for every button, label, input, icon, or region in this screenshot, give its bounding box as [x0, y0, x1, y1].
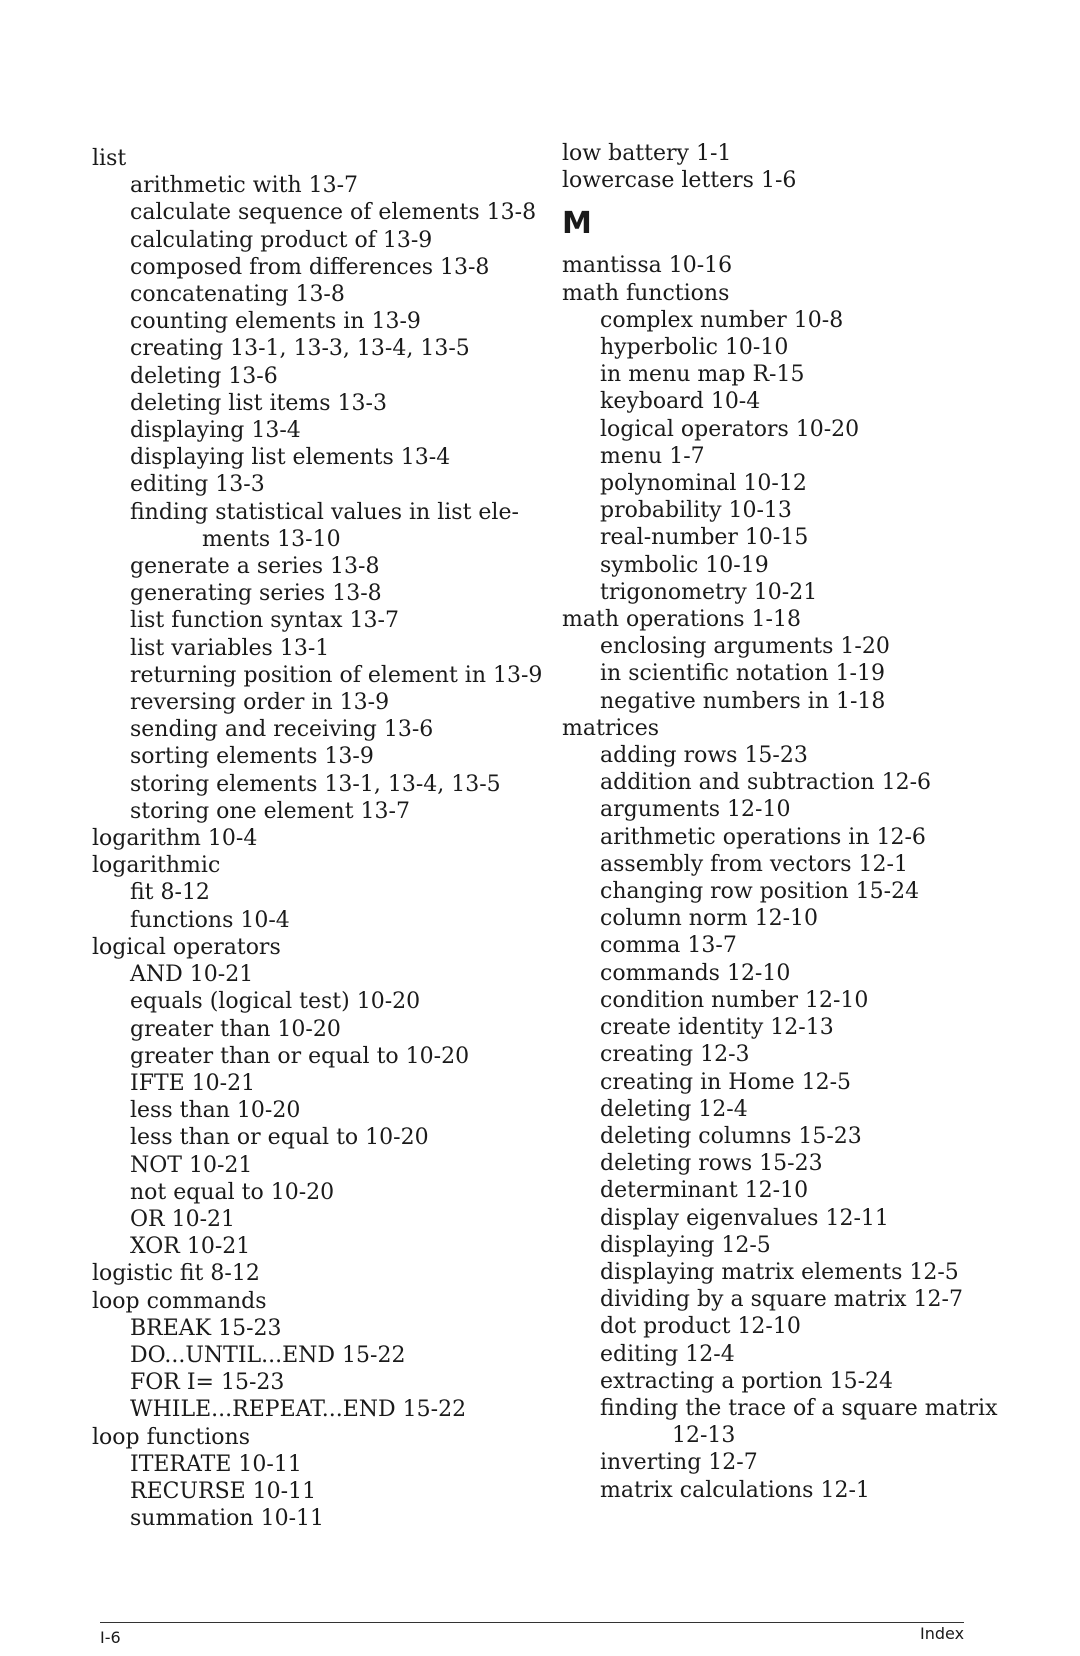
index-entry: mantissa 10-16 — [562, 253, 733, 279]
index-subentry: in scientific notation 1-19 — [600, 661, 885, 687]
index-subentry: FOR I= 15-23 — [130, 1370, 285, 1396]
index-entry: math operations 1-18 — [562, 607, 801, 633]
index-column-right — [562, 140, 998, 1504]
right-column-entries — [562, 252, 998, 1503]
index-subentry: greater than or equal to 10-20 — [130, 1043, 470, 1069]
index-subentry: addition and subtraction 12-6 — [600, 770, 932, 796]
index-entry: low battery 1-1 — [562, 141, 732, 166]
index-subentry: NOT 10-21 — [130, 1152, 253, 1178]
index-entry: loop commands — [92, 1288, 267, 1314]
index-subentry: summation 10-11 — [130, 1506, 325, 1532]
index-subentry: DO...UNTIL...END 15-22 — [130, 1342, 406, 1368]
index-subentry: arithmetic operations in 12-6 — [600, 824, 926, 850]
index-subentry: editing 13-3 — [130, 472, 265, 498]
index-entry: logarithmic — [92, 853, 221, 879]
index-column-left — [92, 145, 543, 1532]
index-subentry: symbolic 10-19 — [600, 552, 769, 578]
index-subentry: trigonometry 10-21 — [600, 579, 818, 605]
index-subentry: condition number 12-10 — [600, 987, 869, 1013]
index-subentry: arithmetic with 13-7 — [130, 173, 359, 199]
index-subentry: generate a series 13-8 — [130, 554, 380, 580]
index-subentry: list variables 13-1 — [130, 635, 330, 661]
index-subentry: keyboard 10-4 — [600, 389, 761, 415]
index-subentry: dividing by a square matrix 12-7 — [600, 1287, 963, 1313]
index-subentry: XOR 10-21 — [130, 1234, 251, 1260]
index-subentry: storing one element 13-7 — [130, 798, 410, 824]
index-subentry: logical operators 10-20 — [600, 416, 860, 442]
index-entry: logarithm 10-4 — [92, 826, 258, 852]
index-subentry: deleting columns 15-23 — [600, 1123, 862, 1149]
index-subentry: complex number 10-8 — [600, 307, 844, 333]
index-entry-continuation: ments 13-10 — [202, 526, 341, 552]
index-entry: math functions — [562, 280, 730, 306]
index-subentry: determinant 12-10 — [600, 1178, 809, 1204]
index-subentry: WHILE...REPEAT...END 15-22 — [130, 1397, 467, 1423]
index-entry-continuation: 12-13 — [672, 1423, 736, 1449]
index-subentry: enclosing arguments 1-20 — [600, 634, 890, 660]
index-entry: list — [92, 146, 127, 171]
index-subentry: finding statistical values in list ele- — [130, 499, 519, 525]
index-subentry: in menu map R-15 — [600, 362, 805, 388]
index-subentry: sorting elements 13-9 — [130, 744, 374, 770]
index-subentry: inverting 12-7 — [600, 1450, 758, 1476]
index-subentry: sending and receiving 13-6 — [130, 717, 434, 743]
index-entry: matrices — [562, 715, 660, 741]
index-subentry: deleting rows 15-23 — [600, 1151, 823, 1177]
index-subentry: assembly from vectors 12-1 — [600, 851, 908, 877]
index-subentry: deleting 12-4 — [600, 1096, 748, 1122]
index-subentry: creating 13-1, 13-3, 13-4, 13-5 — [130, 336, 470, 362]
index-subentry: commands 12-10 — [600, 960, 791, 986]
index-subentry: less than or equal to 10-20 — [130, 1125, 429, 1151]
index-subentry: deleting 13-6 — [130, 363, 278, 389]
index-subentry: concatenating 13-8 — [130, 282, 345, 308]
index-subentry: less than 10-20 — [130, 1098, 301, 1124]
index-subentry: ITERATE 10-11 — [130, 1451, 302, 1477]
index-subentry: generating series 13-8 — [130, 581, 382, 607]
page-number: I-6 — [100, 1628, 121, 1647]
index-subentry: deleting list items 13-3 — [130, 390, 387, 416]
index-subentry: creating 12-3 — [600, 1042, 750, 1068]
index-subentry: comma 13-7 — [600, 933, 737, 959]
index-subentry: changing row position 15-24 — [600, 879, 920, 905]
index-entry: logistic fit 8-12 — [92, 1261, 260, 1287]
index-subentry: real-number 10-15 — [600, 525, 809, 551]
index-subentry: arguments 12-10 — [600, 797, 791, 823]
index-subentry: composed from differences 13-8 — [130, 254, 490, 280]
index-subentry: IFTE 10-21 — [130, 1070, 256, 1096]
footer-section-label: Index — [920, 1624, 965, 1643]
index-subentry: column norm 12-10 — [600, 906, 819, 932]
index-subentry: functions 10-4 — [130, 907, 290, 933]
index-subentry: not equal to 10-20 — [130, 1179, 335, 1205]
section-letter-heading: M — [562, 206, 592, 242]
index-subentry: returning position of element in 13-9 — [130, 662, 543, 688]
index-subentry: probability 10-13 — [600, 498, 792, 524]
index-subentry: displaying matrix elements 12-5 — [600, 1259, 959, 1285]
index-subentry: matrix calculations 12-1 — [600, 1477, 870, 1503]
index-subentry: extracting a portion 15-24 — [600, 1368, 894, 1394]
index-subentry: creating in Home 12-5 — [600, 1069, 852, 1095]
index-subentry: adding rows 15-23 — [600, 743, 808, 769]
index-subentry: hyperbolic 10-10 — [600, 335, 789, 361]
index-subentry: RECURSE 10-11 — [130, 1478, 317, 1504]
index-entry: lowercase letters 1-6 — [562, 168, 797, 194]
index-subentry: AND 10-21 — [130, 962, 254, 988]
index-subentry: calculate sequence of elements 13-8 — [130, 200, 537, 226]
index-subentry: counting elements in 13-9 — [130, 309, 421, 335]
index-subentry: BREAK 15-23 — [130, 1315, 282, 1341]
index-subentry: polynominal 10-12 — [600, 471, 807, 497]
index-entry: loop functions — [92, 1424, 250, 1450]
index-subentry: negative numbers in 1-18 — [600, 688, 886, 714]
index-subentry: OR 10-21 — [130, 1206, 236, 1232]
index-subentry: equals (logical test) 10-20 — [130, 989, 421, 1015]
index-subentry: storing elements 13-1, 13-4, 13-5 — [130, 771, 501, 797]
index-subentry: list function syntax 13-7 — [130, 608, 399, 634]
index-subentry: greater than 10-20 — [130, 1016, 341, 1042]
index-subentry: fit 8-12 — [130, 880, 210, 906]
index-subentry: reversing order in 13-9 — [130, 690, 390, 716]
index-subentry: display eigenvalues 12-11 — [600, 1205, 889, 1231]
index-subentry: finding the trace of a square matrix — [600, 1395, 998, 1421]
index-subentry: displaying 13-4 — [130, 418, 301, 444]
index-entry: logical operators — [92, 934, 281, 960]
index-subentry: create identity 12-13 — [600, 1015, 834, 1041]
index-subentry: displaying list elements 13-4 — [130, 445, 451, 471]
right-column-top-entries — [562, 140, 982, 194]
index-subentry: menu 1-7 — [600, 443, 705, 469]
index-subentry: editing 12-4 — [600, 1341, 735, 1367]
footer-rule — [100, 1622, 964, 1623]
index-subentry: displaying 12-5 — [600, 1232, 771, 1258]
index-subentry: calculating product of 13-9 — [130, 227, 433, 253]
index-subentry: dot product 12-10 — [600, 1314, 801, 1340]
